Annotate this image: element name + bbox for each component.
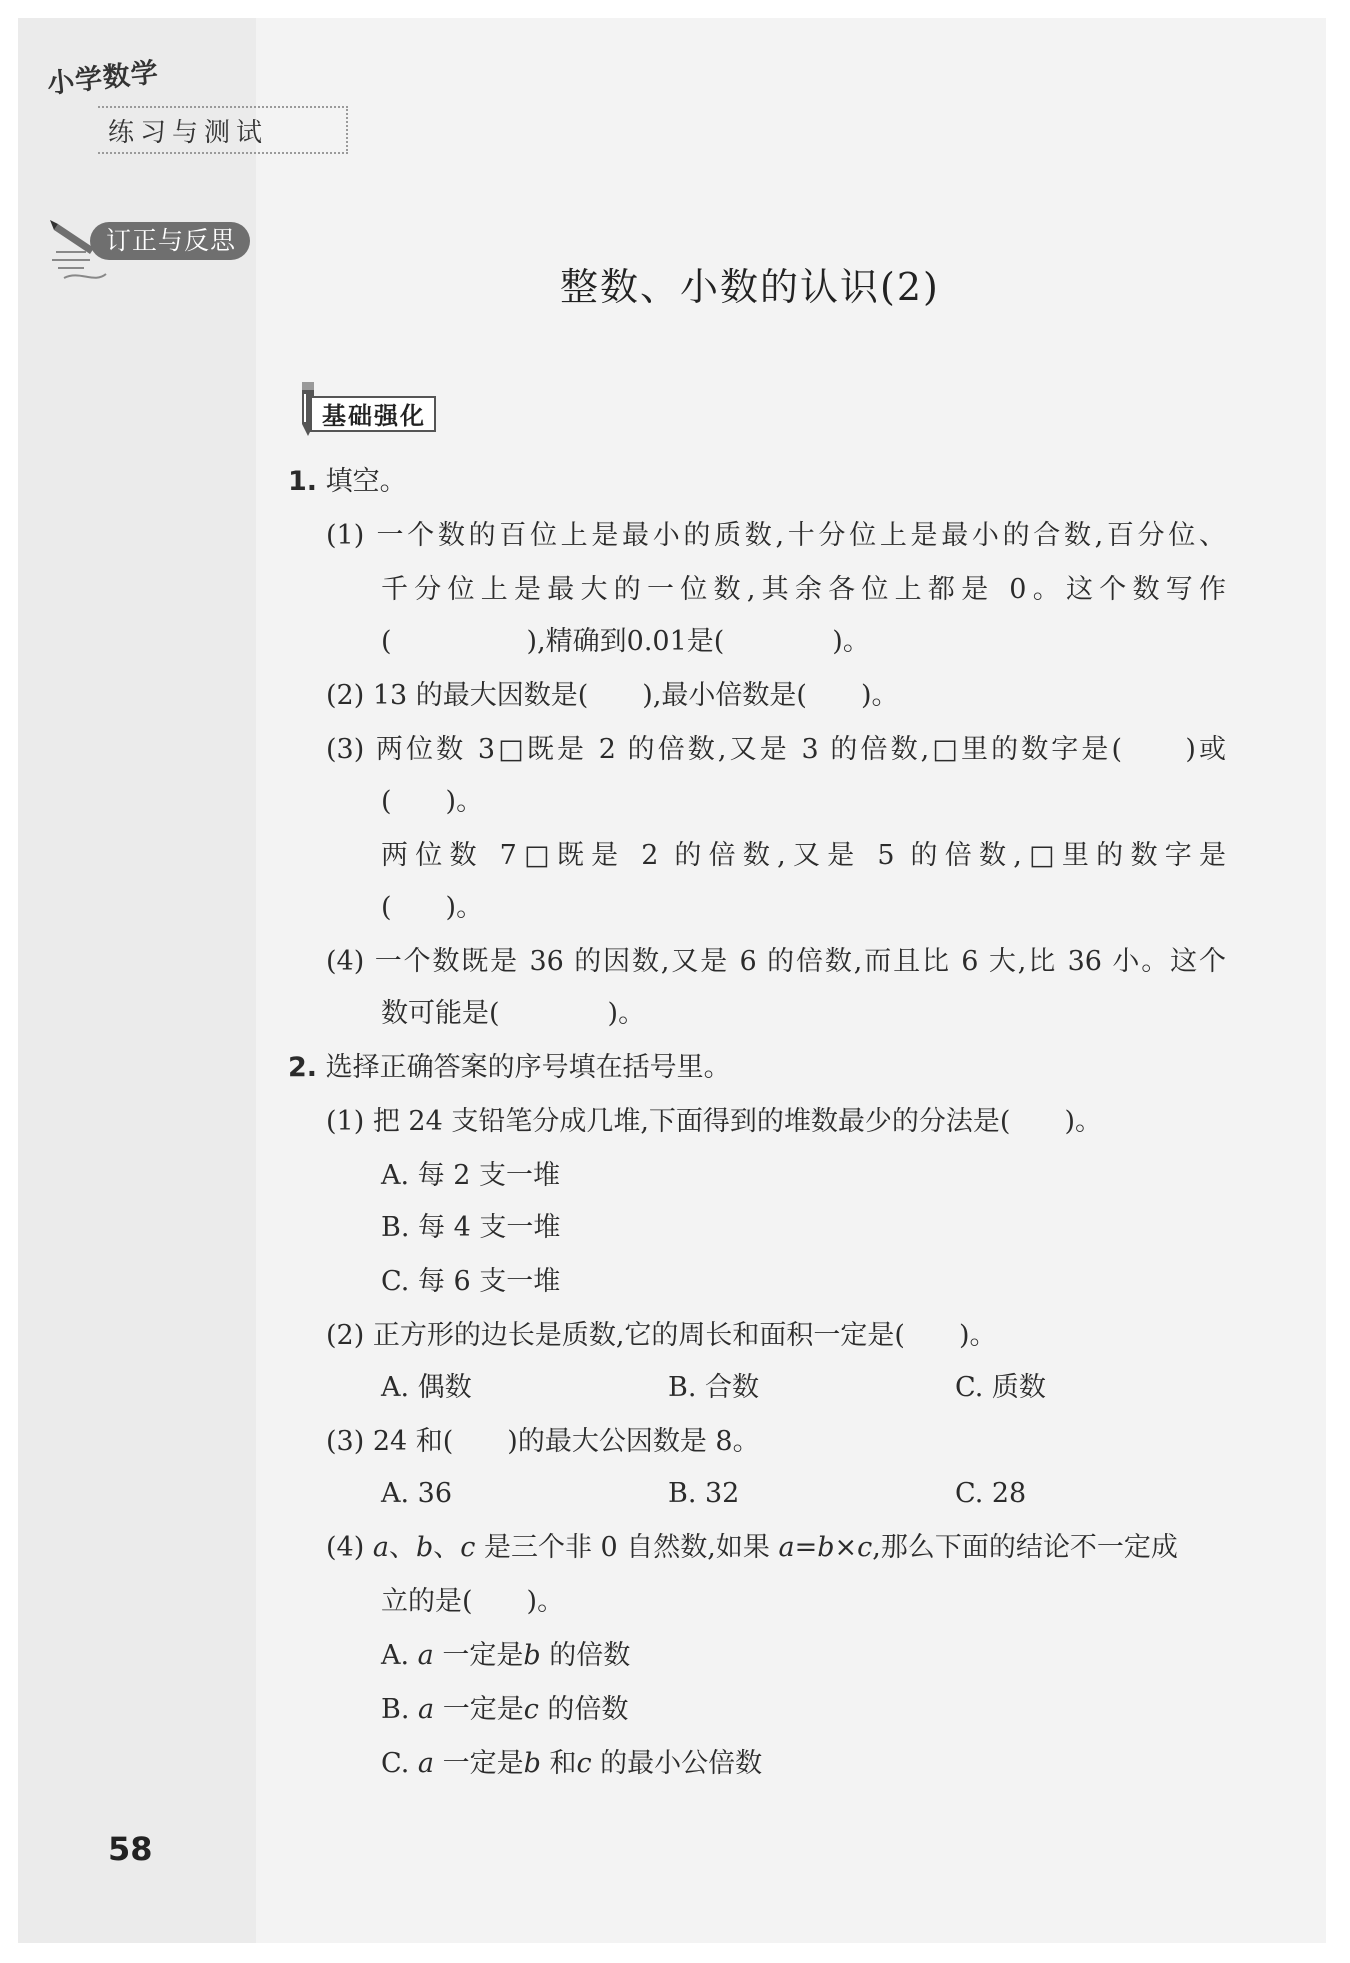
correction-reflection-tag xyxy=(50,218,250,278)
q2-part2-option-b: B. 合数 xyxy=(668,1372,760,1403)
separator: 、 xyxy=(388,1532,416,1563)
text-segment: 一定是 xyxy=(434,1694,524,1725)
q1-part3-line1: (3) 两位数 3□既是 2 的倍数,又是 3 的倍数,□里的数字是( )或 xyxy=(326,734,1226,765)
text-segment: 一定是 xyxy=(433,1748,524,1779)
variable-a: a xyxy=(778,1532,795,1563)
variable-b: b xyxy=(415,1532,434,1563)
variable-b: b xyxy=(523,1748,541,1779)
times-sign: × xyxy=(834,1532,858,1563)
q1-part4-line1: (4) 一个数既是 36 的因数,又是 6 的倍数,而且比 6 大,比 36 小。这个 xyxy=(326,946,1226,977)
correction-label: 订正与反思 xyxy=(90,222,250,260)
q1-part3-line2: ( )。 xyxy=(381,786,484,817)
text-segment: 和 xyxy=(540,1748,577,1779)
variable-c: c xyxy=(460,1532,476,1563)
text-segment: ,那么下面的结论不一定成 xyxy=(872,1532,1178,1563)
text-segment: 的最小公倍数 xyxy=(591,1748,763,1779)
variable-c: c xyxy=(857,1532,873,1563)
question-text: 填空。 xyxy=(325,466,407,497)
q1-part1-line1: (1) 一个数的百位上是最小的质数,十分位上是最小的合数,百分位、 xyxy=(326,520,1226,551)
question-2-stem xyxy=(288,1048,731,1088)
q2-part4-line1 xyxy=(326,1528,1178,1568)
section-label: 基础强化 xyxy=(310,396,436,432)
variable-b: b xyxy=(523,1640,541,1671)
question-1-stem xyxy=(288,462,407,502)
variable-c: c xyxy=(576,1748,592,1779)
variable-a: a xyxy=(417,1640,434,1671)
page-number: 58 xyxy=(108,1830,153,1868)
question-number: 2. xyxy=(288,1052,318,1083)
question-number: 1. xyxy=(288,466,318,497)
q2-part4-option-c xyxy=(381,1744,762,1784)
variable-a: a xyxy=(418,1694,435,1725)
q1-part3-line4: ( )。 xyxy=(381,892,484,923)
margin-sidebar xyxy=(18,18,256,1943)
q2-part1-option-b: B. 每 4 支一堆 xyxy=(381,1212,561,1243)
q2-part3-option-c: C. 28 xyxy=(955,1478,1027,1509)
section-header xyxy=(288,378,468,438)
part-label: (4) xyxy=(326,1532,373,1563)
q1-part1-line3: ( ),精确到0.01是( )。 xyxy=(381,626,870,657)
q2-part3-option-a: A. 36 xyxy=(381,1478,453,1509)
option-label: C. xyxy=(381,1748,418,1779)
variable-a: a xyxy=(417,1748,434,1779)
q2-part2-option-c: C. 质数 xyxy=(955,1372,1046,1403)
text-segment: 是三个非 0 自然数,如果 xyxy=(475,1532,779,1563)
q1-part2: (2) 13 的最大因数是( ),最小倍数是( )。 xyxy=(326,680,899,711)
brand-title: 小学数学 xyxy=(45,57,161,100)
q2-part1-option-c: C. 每 6 支一堆 xyxy=(381,1266,561,1297)
q2-part4-option-a xyxy=(381,1636,630,1676)
variable-b: b xyxy=(817,1532,835,1563)
equals-sign: = xyxy=(794,1532,818,1563)
brand-subtitle-box xyxy=(98,106,348,154)
q2-part3-option-b: B. 32 xyxy=(668,1478,740,1509)
text-segment: 的倍数 xyxy=(540,1640,631,1671)
q2-part1-option-a: A. 每 2 支一堆 xyxy=(381,1160,561,1191)
q2-part2-option-a: A. 偶数 xyxy=(381,1372,472,1403)
q2-part4-line2: 立的是( )。 xyxy=(381,1586,565,1617)
q2-part2: (2) 正方形的边长是质数,它的周长和面积一定是( )。 xyxy=(326,1320,997,1351)
option-label: B. xyxy=(381,1694,419,1725)
page-title: 整数、小数的认识(2) xyxy=(560,265,940,309)
q1-part4-line2: 数可能是( )。 xyxy=(381,998,646,1029)
variable-a: a xyxy=(372,1532,389,1563)
q2-part1: (1) 把 24 支铅笔分成几堆,下面得到的堆数最少的分法是( )。 xyxy=(326,1106,1102,1137)
text-segment: 一定是 xyxy=(433,1640,524,1671)
text-segment: 的倍数 xyxy=(538,1694,629,1725)
question-text: 选择正确答案的序号填在括号里。 xyxy=(325,1052,731,1083)
separator: 、 xyxy=(433,1532,461,1563)
q2-part3: (3) 24 和( )的最大公因数是 8。 xyxy=(326,1426,760,1457)
brand-subtitle: 练习与测试 xyxy=(108,118,269,148)
q1-part3-line3: 两位数 7□既是 2 的倍数,又是 5 的倍数,□里的数字是 xyxy=(381,840,1226,871)
q2-part4-option-b xyxy=(381,1690,628,1730)
variable-c: c xyxy=(523,1694,539,1725)
option-label: A. xyxy=(381,1640,418,1671)
q1-part1-line2: 千分位上是最大的一位数,其余各位上都是 0。这个数写作 xyxy=(381,574,1226,605)
